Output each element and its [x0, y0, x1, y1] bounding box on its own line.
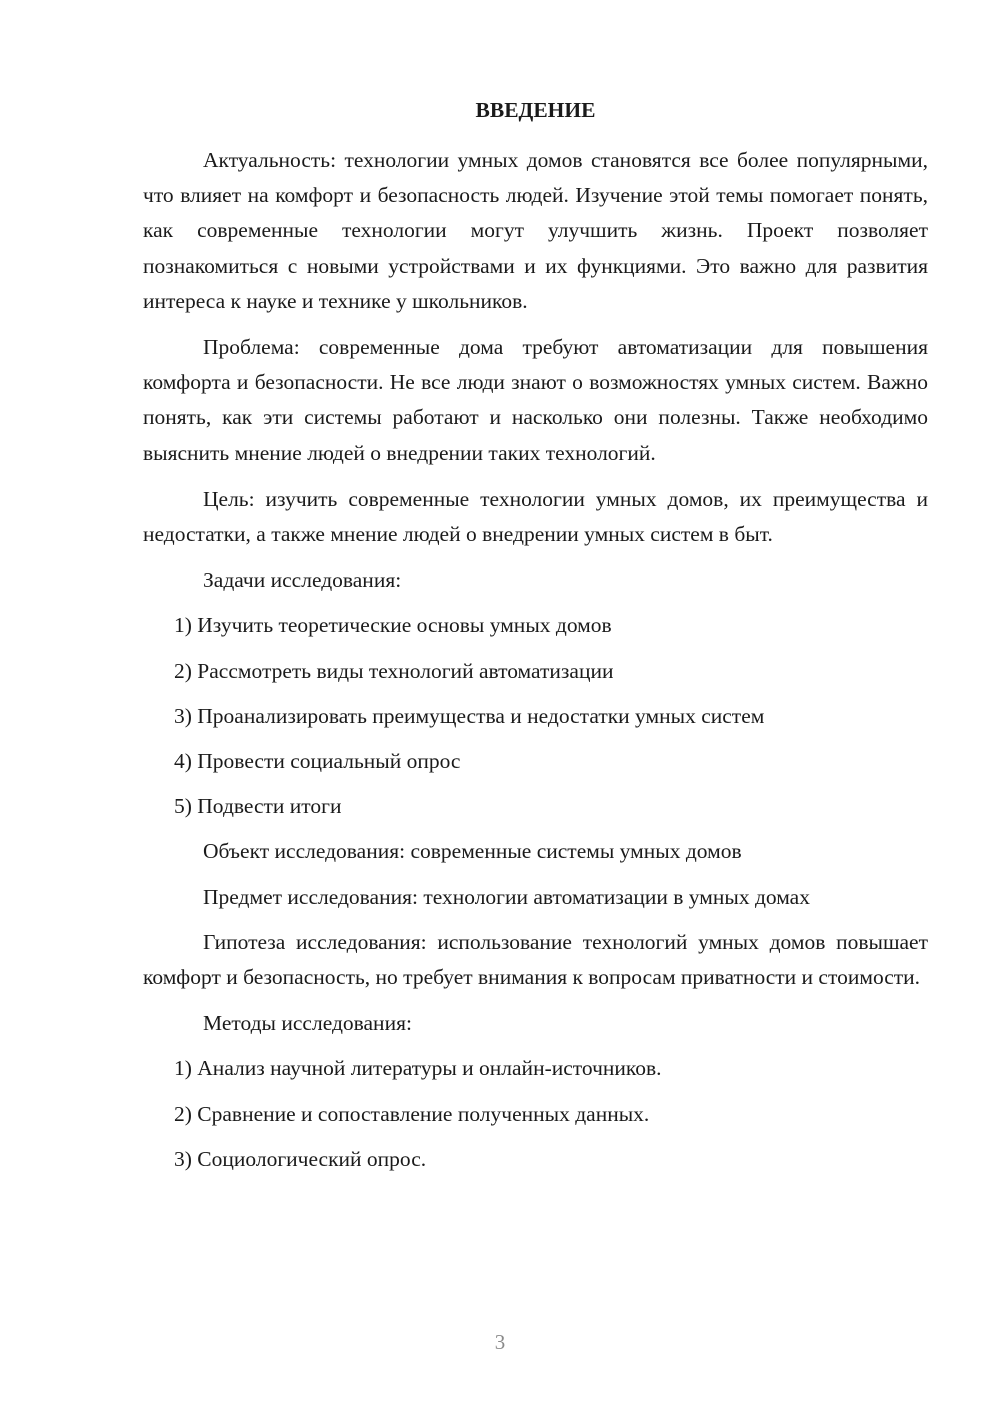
page-number: 3: [494, 1330, 506, 1354]
method-item: 1) Анализ научной литературы и онлайн-источников.: [174, 1056, 662, 1081]
task-item: 4) Провести социальный опрос: [174, 749, 461, 774]
method-item: 2) Сравнение и сопоставление полученных данных.: [174, 1101, 650, 1126]
tasks-title: Задачи исследования:: [203, 568, 402, 593]
task-item: 3) Проанализировать преимущества и недостатки умных систем: [174, 703, 765, 728]
section-heading: ВВЕДЕНИЕ: [475, 98, 596, 122]
relevance-paragraph: Актуальность: технологии умных домов становятся все более популярными, что влияет на комфорт и безопасность людей. Изучение этой темы помогает понять, как современные технологии могут улучшить жизнь. Проект позволяет познакомиться с новыми устройствами и их функциями. Это важно для развития интереса к науке и технике у школьников.: [143, 148, 928, 313]
research-object: Объект исследования: современные системы умных домов: [203, 839, 742, 864]
methods-title: Методы исследования:: [203, 1011, 412, 1036]
goal-paragraph: Цель: изучить современные технологии умных домов, их преимущества и недостатки, а также мнение людей о внедрении умных систем в быт.: [143, 486, 928, 547]
task-item: 5) Подвести итоги: [174, 794, 342, 819]
method-item: 3) Социологический опрос.: [174, 1146, 427, 1171]
task-item: 2) Рассмотреть виды технологий автоматизации: [174, 658, 614, 683]
document-page: [143, 93, 928, 1187]
research-subject: Предмет исследования: технологии автоматизации в умных домах: [203, 884, 810, 909]
problem-paragraph: Проблема: современные дома требуют автоматизации для повышения комфорта и безопасности. Не все люди знают о возможностях умных систем. Важно понять, как эти системы работают и насколько они полезны. Также необходимо выяснить мнение людей о внедрении таких технологий.: [143, 335, 928, 465]
hypothesis-paragraph: Гипотеза исследования: использование технологий умных домов повышает комфорт и безопасность, но требует внимания к вопросам приватности и стоимости.: [143, 929, 928, 990]
task-item: 1) Изучить теоретические основы умных домов: [174, 613, 612, 638]
